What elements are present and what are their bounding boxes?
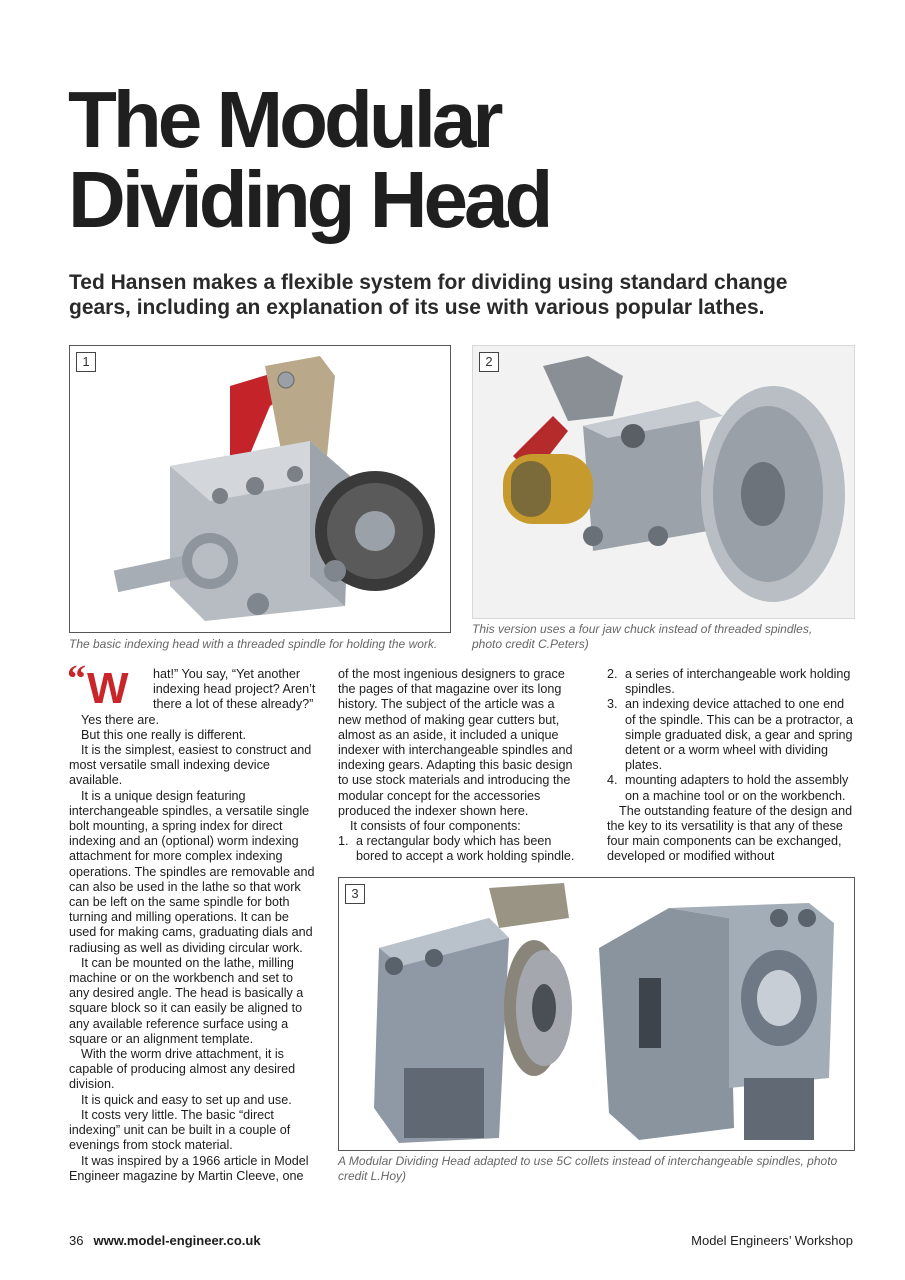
- body-column-3: [607, 667, 857, 865]
- drop-cap-quote: “: [67, 658, 86, 700]
- drop-cap-letter: W: [87, 664, 129, 713]
- body-column-1: [67, 658, 316, 1184]
- figure-2-number: 2: [479, 352, 499, 372]
- body-paragraph: It is quick and easy to set up and use.: [81, 1092, 292, 1107]
- title-line-1: The Modular: [68, 75, 500, 164]
- list-item: 3. an indexing device attached to one end of the spindle. This can be a protractor, a simple graduated disk, a gear and spring detent or a worm wheel with dividing plates.: [607, 697, 853, 773]
- website-link[interactable]: www.model-engineer.co.uk: [93, 1233, 261, 1248]
- body-paragraph: It was inspired by a 1966 article in Model Engineer magazine by Martin Cleeve, one: [69, 1153, 309, 1183]
- body-paragraph: It is the simplest, easiest to construct and most versatile small indexing device available.: [69, 743, 312, 788]
- figure-3-photo: [339, 878, 854, 1150]
- figure-3: [338, 877, 855, 1151]
- figure-3-caption: A Modular Dividing Head adapted to use 5C collets instead of interchangeable spindles, photo credit L.Hoy): [338, 1154, 838, 1183]
- figure-2-caption: This version uses a four jaw chuck instead of threaded spindles, photo credit C.Peters): [472, 622, 813, 651]
- components-list-continued: [607, 667, 857, 804]
- figure-1-photo: [70, 346, 450, 632]
- body-paragraph: Yes there are.: [81, 712, 159, 727]
- body-paragraph: It consists of four components:: [350, 819, 521, 834]
- body-paragraph: It costs very little. The basic “direct indexing” unit can be built in a couple of evenings from stock material.: [69, 1107, 291, 1153]
- figure-3-number: 3: [345, 884, 365, 904]
- title-line-2: Dividing Head: [68, 155, 550, 244]
- page-number: 36: [69, 1233, 84, 1248]
- list-item: 2. a series of interchangeable work holding spindles.: [607, 667, 851, 697]
- body-paragraph: It is a unique design featuring interchangeable spindles, a versatile single bolt mounting, a spring index for direct indexing and an (optional) worm indexing attachment for more complex indexing operations. The spindles are removable and can also be used in the lathe so that work can be left on the same spindle for both turning and milling operations. It can be used for making cams, graduating dials and radiusing as well as dividing circular work.: [69, 788, 315, 955]
- components-list: [338, 834, 579, 864]
- list-item: 4. mounting adapters to hold the assembly on a machine tool or on the workbench.: [607, 773, 849, 803]
- figure-1: [69, 345, 451, 633]
- body-paragraph: hat!” You say, “Yet another indexing head project? Aren’t there a lot of these already?”: [153, 667, 316, 712]
- list-item: 1. a rectangular body which has been bored to accept a work holding spindle.: [338, 834, 575, 864]
- body-paragraph: But this one really is different.: [81, 727, 246, 742]
- body-paragraph: of the most ingenious designers to grace the pages of that magazine over its long history. The subject of the article was a new method of making gear cutters but, almost as an aside, it included a unique indexer with interchangeable spindles and indexing gears. Adapting this basic design to use stock materials and introducing the modular concept for the accessories produced the indexer shown here.: [338, 667, 573, 818]
- figure-2: [472, 345, 855, 619]
- body-column-2: [338, 667, 579, 865]
- body-paragraph: It can be mounted on the lathe, milling machine or on the workbench and set to any desired angle. The head is basically a square block so it can easily be aligned to any available reference surface using a square or an alignment template.: [69, 955, 304, 1046]
- footer-left: [69, 1233, 261, 1249]
- article-title: [68, 75, 550, 244]
- figure-2-photo: [473, 346, 854, 618]
- standfirst: Ted Hansen makes a flexible system for dividing using standard change gears, including an explanation of its use with various popular lathes.: [69, 271, 788, 319]
- magazine-name: Model Engineers’ Workshop: [691, 1233, 853, 1248]
- body-paragraph: With the worm drive attachment, it is capable of producing almost any desired division.: [69, 1047, 296, 1092]
- figure-1-caption: The basic indexing head with a threaded spindle for holding the work.: [69, 637, 438, 651]
- body-paragraph: The outstanding feature of the design and the key to its versatility is that any of these four main components can be exchanged, developed or modified without: [607, 803, 853, 864]
- figure-1-number: 1: [76, 352, 96, 372]
